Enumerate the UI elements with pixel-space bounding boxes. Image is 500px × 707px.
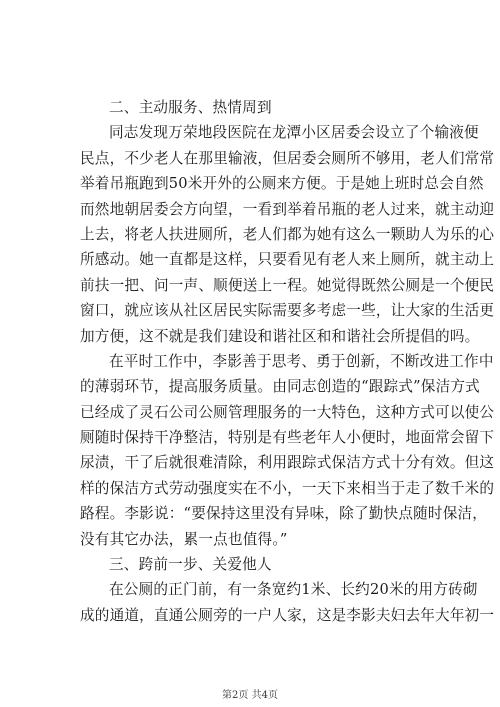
text-line: 已经成了灵石公司公厕管理服务的一大特色，这种方式可以使公: [80, 403, 495, 421]
text-line: 样的保洁方式劳动强度实在不小，一天下来相当于走了数千米的: [80, 479, 495, 497]
text-line: 路程。李影说：“要保持这里没有异味，除了勤快点随时保洁，: [80, 505, 488, 523]
text-line: 在平时工作中，李影善于思考、勇于创新，不断改进工作中: [109, 352, 494, 370]
text-line: 所感动。她一直都是这样，只要看见有老人来上厕所，就主动上: [80, 251, 495, 269]
page-footer: 第2页 共4页: [222, 690, 278, 701]
text-line: 的薄弱环节，提高服务质量。由同志创造的“跟踪式”保洁方式: [80, 378, 480, 396]
text-line: 没有其它办法，累一点也值得。”: [80, 530, 288, 548]
text-line: 厕随时保持干净整洁，特别是有些老年人小便时，地面常会留下: [80, 429, 495, 447]
section-heading: 二、主动服务、热情周到: [109, 99, 272, 116]
text-line: 成的通道，直通公厕旁的一户人家，这是李影夫妇去年大年初一: [80, 606, 495, 624]
section-heading: 三、跨前一步、关爱他人: [109, 556, 272, 574]
text-line: 在公厕的正门前，有一条宽约1米、长约20米的用方砖砌: [109, 581, 478, 599]
text-line: 加方便，这不就是我们建设和谐社区和和谐社会所提倡的吗。: [80, 327, 480, 345]
text-line: 上去，将老人扶进厕所，老人们都为她有这么一颗助人为乐的心: [80, 225, 495, 243]
text-line: 举着吊瓶跑到50米开外的公厕来方便。于是她上班时总会自然: [80, 175, 484, 193]
document-body: [80, 95, 495, 628]
text-line: 尿渍，干了后就很难清除，利用跟踪式保洁方式十分有效。但这: [80, 454, 495, 472]
text-line: 而然地朝居委会方向望，一看到举着吊瓶的老人过来，就主动迎: [80, 200, 495, 218]
text-line: 民点，不少老人在那里输液，但居委会厕所不够用，老人们常常: [80, 149, 495, 167]
text-line: 窗口，就应该从社区居民实际需要多考虑一些，让大家的生活更: [80, 302, 495, 320]
text-line: 前扶一把、问一声、顺便送上一程。她觉得既然公厕是一个便民: [80, 276, 495, 294]
text-line: 同志发现万荣地段医院在龙潭小区居委会设立了个输液便: [109, 124, 479, 142]
